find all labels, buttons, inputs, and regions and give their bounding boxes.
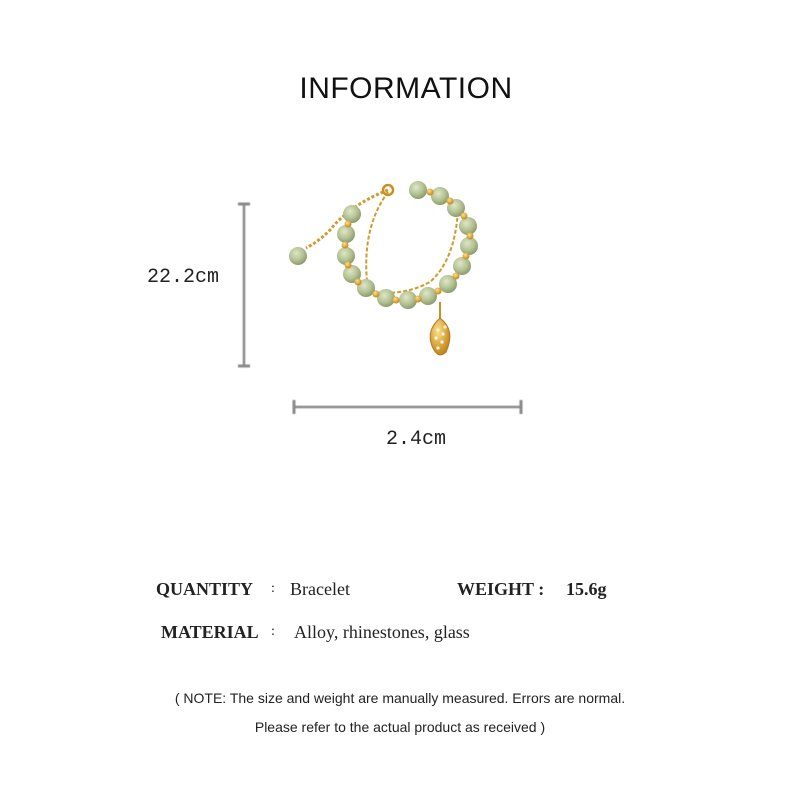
note-line-2: Please refer to the actual product as received ) [254,719,546,735]
width-ruler [290,398,525,416]
material-colon: : [271,624,275,639]
quantity-value: Bracelet [290,579,350,599]
height-dimension: 22.2cm [147,266,220,289]
bracelet-product-image [280,170,510,370]
quantity-colon: : [271,581,275,596]
material-value: Alloy, rhinestones, glass [294,622,470,642]
weight-label: WEIGHT : [457,579,545,599]
width-dimension: 2.4cm [386,428,447,451]
bead-strand [337,181,478,309]
quantity-label: QUANTITY [156,579,254,599]
material-label: MATERIAL [161,622,259,642]
height-ruler [236,200,252,370]
weight-value: 15.6g [566,579,607,599]
page-title: INFORMATION [299,72,513,105]
note-line-1: ( NOTE: The size and weight are manually measured. Errors are normal. [174,690,626,706]
